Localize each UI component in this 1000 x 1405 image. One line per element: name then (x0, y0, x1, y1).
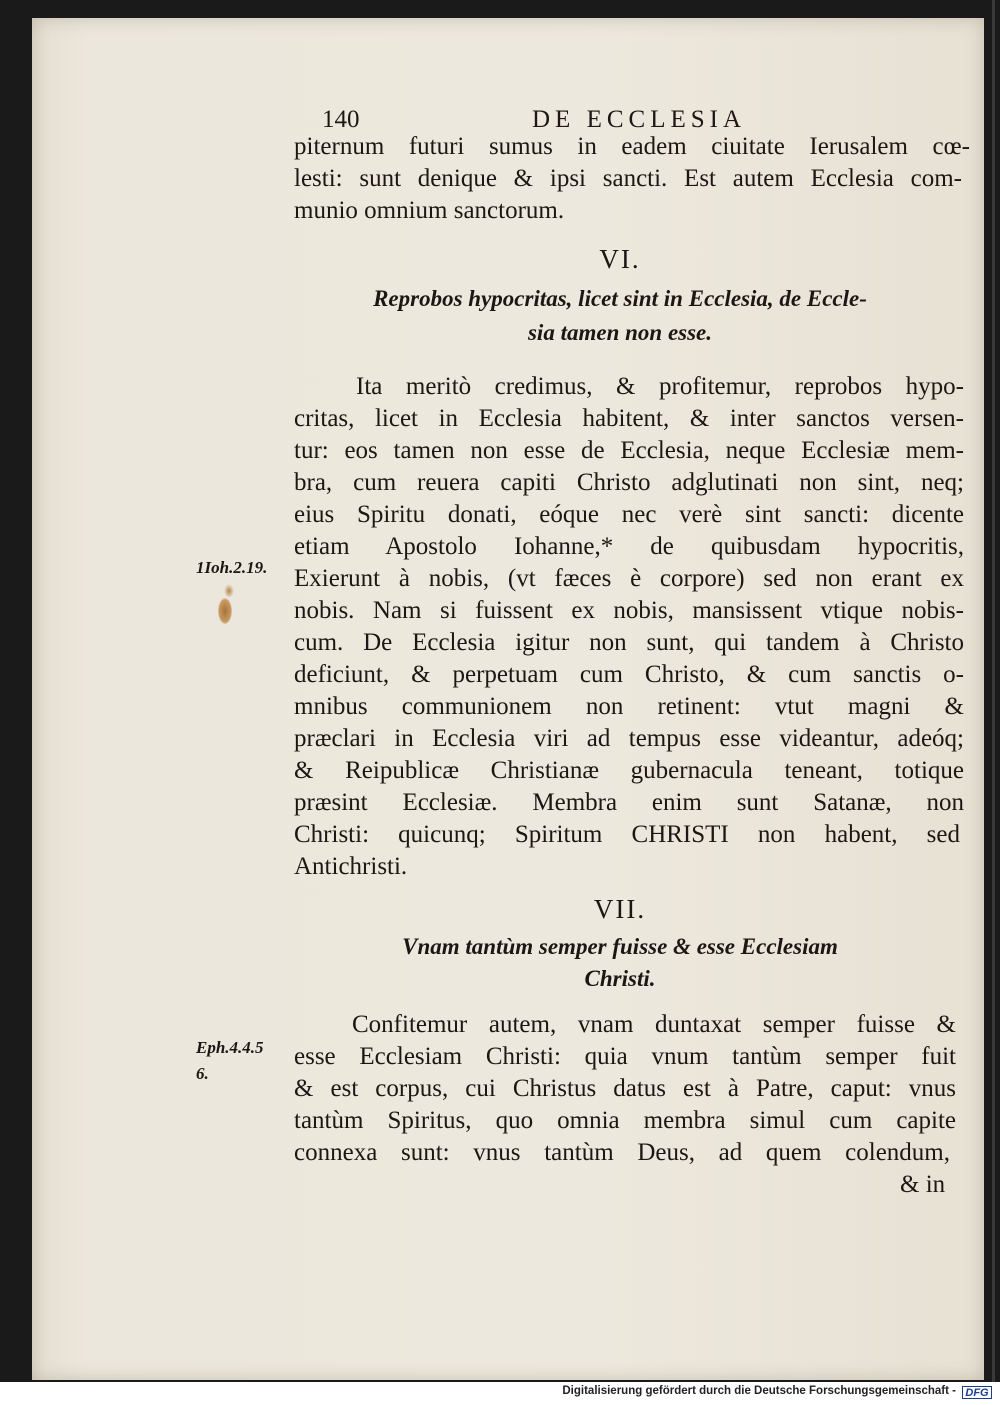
text-line: nobis. Nam si fuissent ex nobis, mansissent vtique nobis- (294, 597, 964, 624)
text-line: munio omnium sanctorum. (294, 197, 565, 224)
text-line: lesti: sunt denique & ipsi sancti. Est autem Ecclesia com- (294, 165, 962, 192)
text-line: bra, cum reuera capiti Christo adglutinati non sint, neq; (294, 469, 964, 496)
dfg-logo: DFG (962, 1386, 992, 1399)
section-heading: Christi. (584, 966, 656, 991)
margin-note: 6. (196, 1064, 209, 1083)
section-number: VI. (599, 244, 641, 274)
text-line: etiam Apostolo Iohanne,* de quibusdam hypocritis, (294, 533, 964, 560)
text-line: tur: eos tamen non esse de Ecclesia, neque Ecclesiæ mem- (294, 437, 964, 464)
running-head: DE ECCLESIA (532, 106, 747, 133)
text-line: cum. De Ecclesia igitur non sunt, qui tandem à Christo (294, 629, 964, 656)
catchword: & in (900, 1171, 946, 1198)
scan-edge (992, 0, 995, 1382)
footer-bar (0, 1382, 1000, 1405)
text-line: connexa sunt: vnus tantùm Deus, ad quem colendum, (294, 1139, 950, 1166)
text-line: Antichristi. (294, 853, 408, 880)
text-line: mnibus communionem non retinent: vtut magni & (294, 693, 964, 720)
margin-note: Eph.4.4.5 (196, 1038, 264, 1057)
ink-stain (218, 598, 232, 624)
text-line: Ita meritò credimus, & profitemur, reprobos hypo- (356, 373, 964, 400)
book-page (32, 18, 984, 1380)
text-line: tantùm Spiritus, quo omnia membra simul cum capite (294, 1107, 956, 1134)
section-heading: sia tamen non esse. (527, 320, 713, 345)
ink-stain (224, 584, 234, 598)
text-line: critas, licet in Ecclesia habitent, & inter sanctos versen- (294, 405, 964, 432)
page-number: 140 (322, 106, 360, 133)
text-line: præclari in Ecclesia viri ad tempus esse videantur, adeóq; (294, 725, 964, 752)
text-line: deficiunt, & perpetuam cum Christo, & cum sanctis o- (294, 661, 964, 688)
text-line: Christi: quicunq; Spiritum CHRISTI non habent, sed (294, 821, 960, 848)
footer-credit: Digitalisierung gefördert durch die Deutsche Forschungsgemeinschaft - (562, 1385, 956, 1397)
section-number: VII. (593, 894, 647, 924)
section-heading: Reprobos hypocritas, licet sint in Ecclesia, de Eccle- (373, 286, 867, 311)
text-line: & est corpus, cui Christus datus est à Patre, caput: vnus (294, 1075, 956, 1102)
text-line: eius Spiritu donati, eóque nec verè sint sancti: dicente (294, 501, 964, 528)
text-line: Exierunt à nobis, (vt fæces è corpore) sed non erant ex (294, 565, 964, 592)
margin-note: 1Ioh.2.19. (196, 558, 268, 577)
text-line: piternum futuri sumus in eadem ciuitate Ierusalem cœ- (294, 133, 970, 160)
text-line: & Reipublicæ Christianæ gubernacula teneant, totique (294, 757, 964, 784)
text-line: esse Ecclesiam Christi: quia vnum tantùm semper fuit (294, 1043, 956, 1070)
text-line: Confitemur autem, vnam duntaxat semper fuisse & (352, 1011, 956, 1038)
text-line: præsint Ecclesiæ. Membra enim sunt Satanæ, non (294, 789, 964, 816)
section-heading: Vnam tantùm semper fuisse & esse Ecclesiam (402, 934, 838, 959)
